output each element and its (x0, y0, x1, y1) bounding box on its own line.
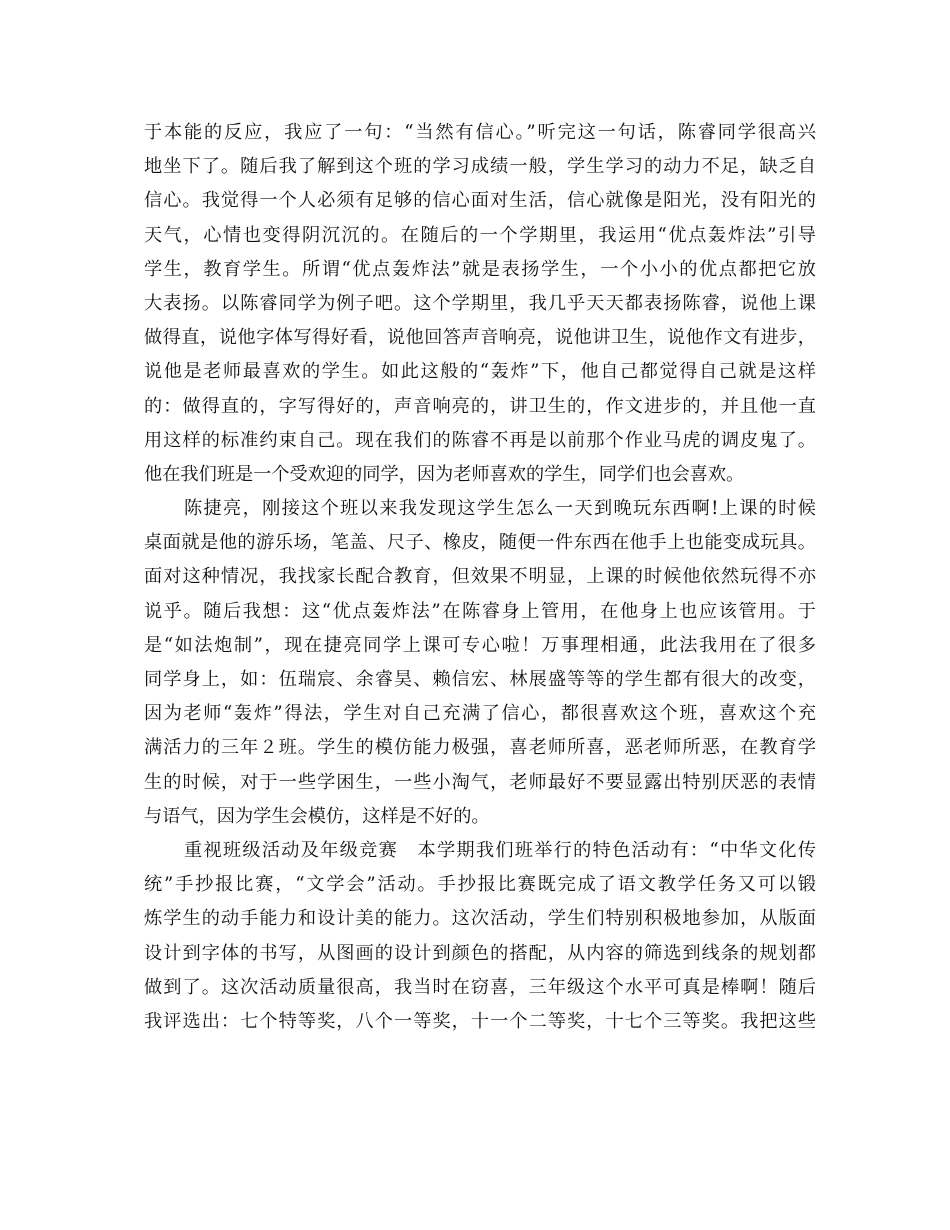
text-line: 我评选出：七个特等奖，八个一等奖，十一个二等奖，十七个三等奖。我把这些 (144, 1010, 816, 1032)
text-line: 他在我们班是一个受欢迎的同学，因为老师喜欢的学生，同学们也会喜欢。 (144, 463, 745, 485)
text-line: 满活力的三年２班。学生的模仿能力极强，喜老师所喜，恶老师所恶，在教育学 (144, 737, 816, 759)
text-line: 说他是老师最喜欢的学生。如此这般的“轰炸”下，他自己都觉得自己就是这样 (144, 361, 816, 383)
text-line: 信心。我觉得一个人必须有足够的信心面对生活，信心就像是阳光，没有阳光的 (144, 190, 816, 212)
text-line: 学生，教育学生。所谓“优点轰炸法”就是表扬学生，一个小小的优点都把它放 (144, 258, 816, 280)
text-line: 大表扬。以陈睿同学为例子吧。这个学期里，我几乎天天都表扬陈睿，说他上课 (144, 292, 816, 314)
text-line: 面对这种情况，我找家长配合教育，但效果不明显，上课的时候他依然玩得不亦 (144, 566, 816, 588)
text-line: 做得直，说他字体写得好看，说他回答声音响亮，说他讲卫生，说他作文有进步， (144, 327, 816, 349)
text-line: 炼学生的动手能力和设计美的能力。这次活动，学生们特别积极地参加，从版面 (144, 908, 816, 930)
text-line: 统”手抄报比赛，“文学会”活动。手抄报比赛既完成了语文教学任务又可以锻 (144, 874, 816, 896)
text-line: 天气，心情也变得阴沉沉的。在随后的一个学期里，我运用“优点轰炸法”引导 (144, 224, 816, 246)
text-line: 做到了。这次活动质量很高，我当时在窃喜，三年级这个水平可真是棒啊！随后 (144, 976, 816, 998)
paragraph-start-line: 重视班级活动及年级竞赛 本学期我们班举行的特色活动有：“中华文化传 (184, 839, 816, 861)
text-line: 地坐下了。随后我了解到这个班的学习成绩一般，学生学习的动力不足，缺乏自 (144, 156, 816, 178)
text-line: 是“如法炮制”，现在捷亮同学上课可专心啦！万事理相通，此法我用在了很多 (144, 634, 816, 656)
text-line: 说乎。随后我想：这“优点轰炸法”在陈睿身上管用，在他身上也应该管用。于 (144, 600, 816, 622)
body-text (144, 116, 816, 1039)
text-line: 同学身上，如：伍瑞宸、余睿昊、赖信宏、林展盛等等的学生都有很大的改变， (144, 669, 816, 690)
text-line: 与语气，因为学生会模仿，这样是不好的。 (144, 805, 490, 827)
text-line: 于本能的反应，我应了一句：“当然有信心。”听完这一句话，陈睿同学很高兴 (144, 122, 816, 143)
paragraph-start-line: 陈捷亮，刚接这个班以来我发现这学生怎么一天到晚玩东西啊!上课的时候 (184, 498, 816, 520)
text-line: 设计到字体的书写，从图画的设计到颜色的搭配，从内容的筛选到线条的规划都 (144, 942, 816, 964)
text-line: 用这样的标准约束自己。现在我们的陈睿不再是以前那个作业马虎的调皮鬼了。 (144, 429, 816, 451)
text-line: 的：做得直的，字写得好的，声音响亮的，讲卫生的，作文进步的，并且他一直 (144, 395, 816, 417)
text-line: 桌面就是他的游乐场，笔盖、尺子、橡皮，随便一件东西在他手上也能变成玩具。 (144, 532, 816, 554)
text-line: 生的时候，对于一些学困生，一些小淘气，老师最好不要显露出特别厌恶的表情 (144, 771, 816, 793)
text-line: 因为老师“轰炸”得法，学生对自己充满了信心，都很喜欢这个班，喜欢这个充 (144, 703, 816, 725)
